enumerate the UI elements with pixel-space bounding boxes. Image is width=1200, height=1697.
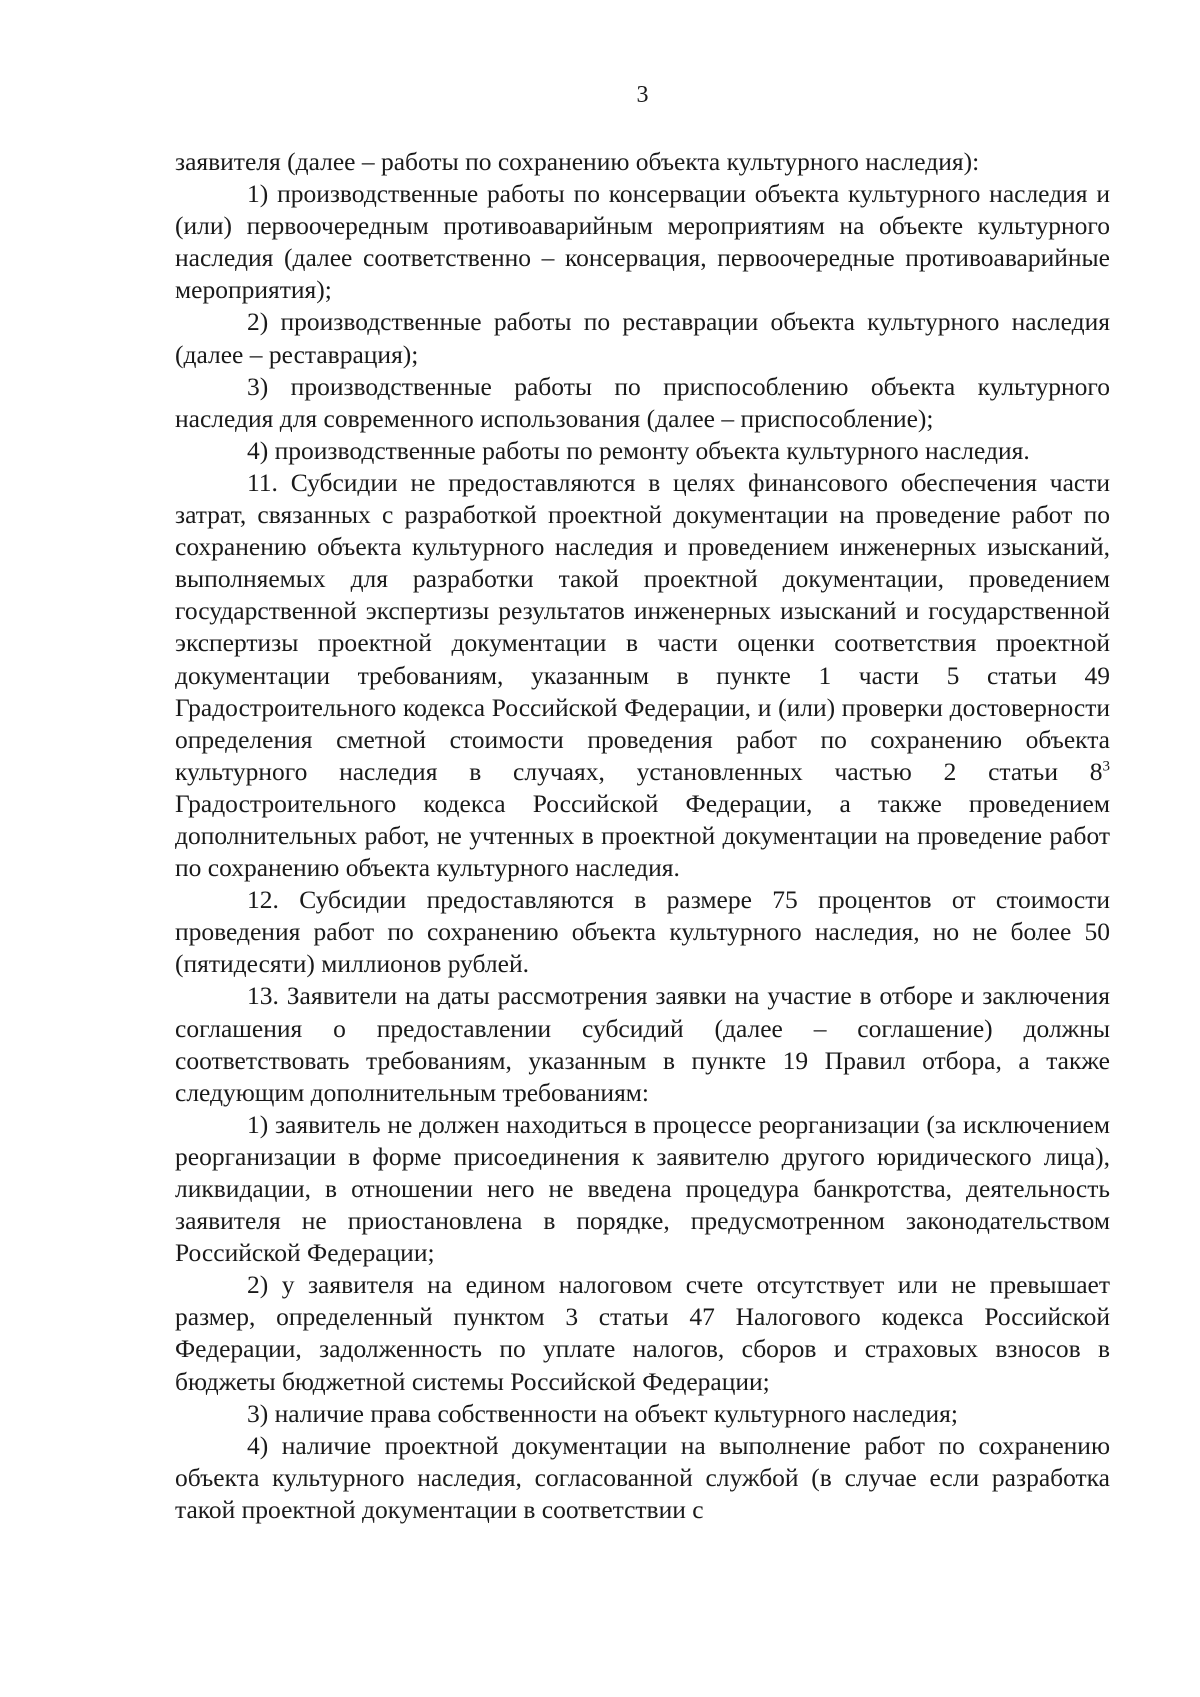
clause-11-text: 11. Субсидии не предоставляются в целях финансового обеспечения части затрат, связанных с разработкой проектной документации на проведение работ по сохранению объекта культурного наследия и проведением инженерных изысканий, выполняемых для разработки такой проектной документации, проведением государственной экспертизы результатов инженерных изысканий и государственной экспертизы проектной документации в части оценки соответствия проектной документации требованиям, указанным в пункте 1 части 5 статьи 49 Градостроительного кодекса Российской Федерации, и (или) проверки достоверности определения сметной стоимости проведения работ по сохранению объекта культурного наследия в случаях, установленных частью 2 статьи 8 — [175, 467, 1110, 786]
paragraph-item-4: 4) производственные работы по ремонту объекта культурного наследия. — [247, 435, 1030, 465]
paragraph-clause-11 — [175, 467, 1110, 884]
clause-11-text-end: Градостроительного кодекса Российской Федерации, а также проведением дополнительных работ, не учтенных в проектной документации на проведение работ по сохранению объекта культурного наследия. — [175, 788, 1110, 883]
paragraph-req-4: 4) наличие проектной документации на выполнение работ по сохранению объекта культурного наследия, согласованной службой (в случае если разработка такой проектной документации в соответствии с — [175, 1430, 1110, 1524]
paragraph-intro: заявителя (далее – работы по сохранению объекта культурного наследия): — [175, 147, 980, 176]
paragraph-item-3: 3) производственные работы по приспособлению объекта культурного наследия для современного использования (далее – приспособление); — [175, 371, 1110, 433]
paragraph-item-2: 2) производственные работы по реставрации объекта культурного наследия (далее – реставрация); — [175, 307, 1110, 369]
paragraph-req-3: 3) наличие права собственности на объект культурного наследия; — [247, 1398, 958, 1428]
paragraph-req-2: 2) у заявителя на едином налоговом счете отсутствует или не превышает размер, определенный пунктом 3 статьи 47 Налогового кодекса Российской Федерации, задолженность по уплате налогов, сборов и страховых взносов в бюджеты бюджетной системы Российской Федерации; — [175, 1270, 1110, 1396]
paragraph-clause-12: 12. Субсидии предоставляются в размере 75 процентов от стоимости проведения работ по сохранению объекта культурного наследия, но не более 50 (пятидесяти) миллионов рублей. — [175, 885, 1110, 979]
paragraph-req-1: 1) заявитель не должен находиться в процессе реорганизации (за исключением реорганизации в форме присоединения к заявителю другого юридического лица), ликвидации, в отношении него не введена процедура банкротства, деятельность заявителя не приостановлена в порядке, предусмотренном законодательством Российской Федерации; — [175, 1109, 1110, 1268]
paragraph-item-1: 1) производственные работы по консервации объекта культурного наследия и (или) первоочередным противоаварийным мероприятиям на объекте культурного наследия (далее соответственно – консервация, первоочередные противоаварийные мероприятия); — [175, 179, 1110, 305]
page-number: 3 — [636, 82, 649, 108]
document-body — [175, 146, 1110, 1526]
superscript: 3 — [1102, 758, 1110, 775]
paragraph-clause-13: 13. Заявители на даты рассмотрения заявки на участие в отборе и заключения соглашения о предоставлении субсидий (далее – соглашение) должны соответствовать требованиям, указанным в пункте 19 Правил отбора, а также следующим дополнительным требованиям: — [175, 981, 1110, 1107]
